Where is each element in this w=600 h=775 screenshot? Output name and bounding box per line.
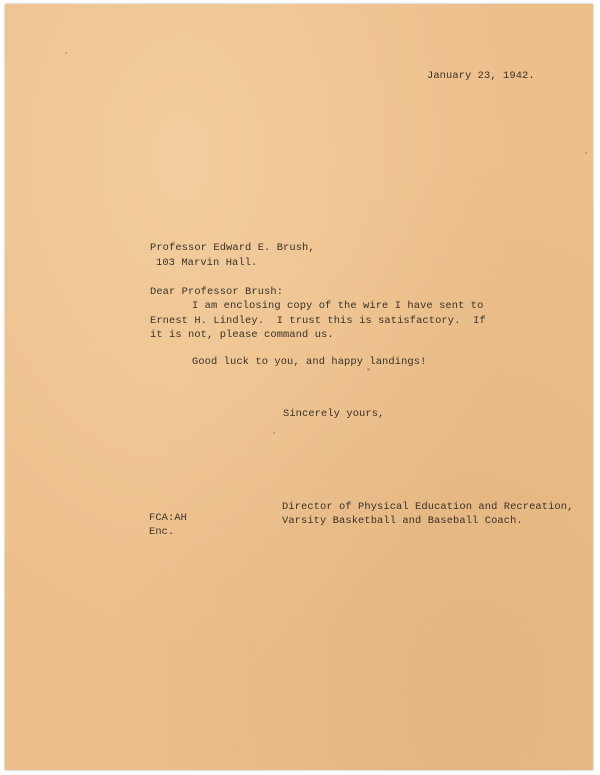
- body-paragraph-2: Good luck to you, and happy landings!: [192, 356, 427, 368]
- recipient-name: Professor Edward E. Brush,: [150, 242, 315, 254]
- paper-speck: [367, 368, 370, 371]
- recipient-address: 103 Marvin Hall.: [156, 257, 258, 269]
- paper-speck: [273, 432, 275, 434]
- paper-speck: [585, 152, 587, 154]
- enclosure-note: Enc.: [149, 526, 175, 538]
- letter-page: [5, 4, 593, 770]
- letter-date: January 23, 1942.: [427, 70, 535, 82]
- body-paragraph-1-line-2: Ernest H. Lindley. I trust this is satisfactory. If: [150, 315, 486, 327]
- closing: Sincerely yours,: [283, 408, 385, 420]
- signature-title-line-2: Varsity Basketball and Baseball Coach.: [282, 515, 523, 527]
- body-paragraph-1-line-3: it is not, please command us.: [150, 329, 334, 341]
- reference-initials: FCA:AH: [149, 512, 188, 524]
- signature-title-line-1: Director of Physical Education and Recreation,: [282, 501, 574, 513]
- paper-speck: [65, 52, 67, 54]
- body-paragraph-1-line-1: I am enclosing copy of the wire I have sent to: [192, 300, 484, 312]
- salutation: Dear Professor Brush:: [150, 286, 284, 298]
